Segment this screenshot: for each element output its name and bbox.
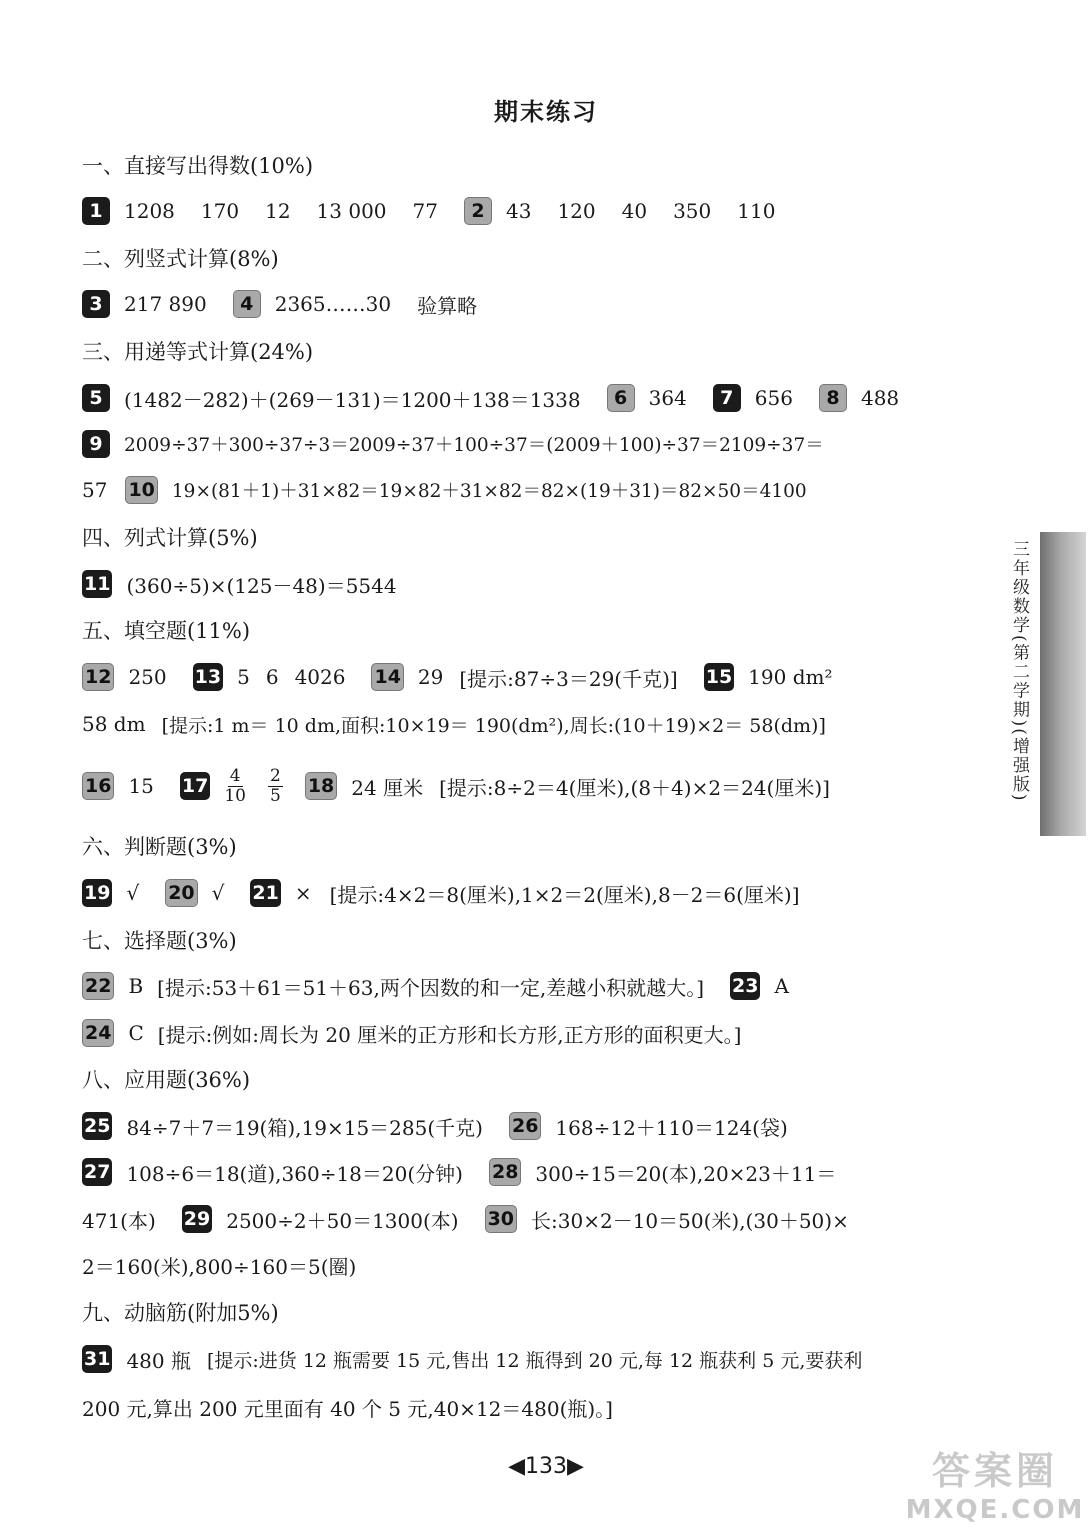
fraction-denominator: 5 xyxy=(270,785,281,806)
answer-line xyxy=(82,380,962,416)
answer-value: 40 xyxy=(621,199,648,223)
section-heading: 五、填空题(11%) xyxy=(82,619,251,643)
question-number-badge: 22 xyxy=(82,972,114,1000)
watermark-line: 答案圈 xyxy=(931,1449,1058,1493)
answer-value: B xyxy=(128,974,144,998)
answer-value: 15 xyxy=(128,774,154,798)
question-number-badge: 17 xyxy=(180,772,210,800)
answer-value: 110 xyxy=(737,199,776,223)
question-number-badge: 9 xyxy=(82,430,110,458)
question-number-badge: 16 xyxy=(82,772,114,800)
answer-value: 2009÷37＋300÷37÷3＝2009÷37＋100÷37＝(2009＋100)÷37＝2109÷37＝ xyxy=(124,435,824,456)
fraction xyxy=(268,767,283,805)
hint-text: [提示:例如:周长为 20 厘米的正方形和长方形,正方形的面积更大。] xyxy=(157,1022,742,1047)
hint-text: [提示:53＋61＝51＋63,两个因数的和一定,差越小积就越大。] xyxy=(157,975,705,1000)
answer-value: 168÷12＋110＝124(袋) xyxy=(555,1115,788,1140)
answer-value: C xyxy=(128,1021,144,1045)
fraction-numerator: 2 xyxy=(270,765,281,786)
hint-text: [提示:8÷2＝4(厘米),(8＋4)×2＝24(厘米)] xyxy=(439,775,830,800)
answer-line xyxy=(82,1201,962,1237)
section-heading: 八、应用题(36%) xyxy=(82,1068,251,1092)
question-number-badge: 25 xyxy=(82,1112,112,1140)
answer-value: 364 xyxy=(648,386,687,410)
answer-note: 验算略 xyxy=(417,293,478,318)
page-prev-arrow-icon: ◀ xyxy=(508,1454,525,1479)
answer-value: 2＝160(米),800÷160＝5(圈) xyxy=(82,1254,357,1279)
side-label: 三年级数学(第二学期)(增强版) xyxy=(1009,540,1029,803)
answer-line xyxy=(82,472,962,508)
answer-value: 300÷15＝20(本),20×23＋11＝ xyxy=(535,1161,837,1186)
answer-value: 1208 xyxy=(124,199,175,223)
answer-value: 6 xyxy=(265,665,279,689)
answer-value: 656 xyxy=(754,386,793,410)
watermark xyxy=(905,1440,1085,1530)
watermark-line: MXQE.COM xyxy=(905,1495,1085,1525)
section-heading: 六、判断题(3%) xyxy=(82,835,237,859)
answer-line xyxy=(82,1108,962,1144)
fraction-numerator: 4 xyxy=(229,765,241,786)
answer-value: (360÷5)×(125－48)＝5544 xyxy=(126,573,397,598)
question-number-badge: 11 xyxy=(82,570,112,598)
answer-line xyxy=(82,1247,962,1283)
answer-value: 24 厘米 xyxy=(351,775,424,800)
question-number-badge: 15 xyxy=(704,663,734,691)
question-number-badge: 27 xyxy=(82,1158,112,1186)
answer-value: 5 xyxy=(237,665,250,689)
answer-value: 190 dm² xyxy=(748,665,833,689)
answer-value: (1482－282)＋(269－131)＝1200＋138＝1338 xyxy=(124,387,581,412)
question-number-badge: 21 xyxy=(250,879,280,907)
section-heading: 七、选择题(3%) xyxy=(82,929,237,953)
hint-text: [提示:87÷3＝29(千克)] xyxy=(459,666,678,691)
question-number-badge: 6 xyxy=(607,384,635,412)
question-number-badge: 2 xyxy=(464,197,492,225)
section-heading: 四、列式计算(5%) xyxy=(82,526,258,550)
page-number-value: 133 xyxy=(525,1454,567,1479)
answer-line xyxy=(82,875,962,911)
section-heading: 三、用递等式计算(24%) xyxy=(82,340,314,364)
answer-value: 108÷6＝18(道),360÷18＝20(分钟) xyxy=(126,1161,463,1186)
answer-line xyxy=(82,968,962,1004)
answer-value: 29 xyxy=(417,665,444,689)
answer-value: 120 xyxy=(557,199,596,223)
question-number-badge: 8 xyxy=(819,384,847,412)
question-number-badge: 1 xyxy=(82,197,110,225)
page-title: 期末练习 xyxy=(494,97,598,126)
question-number-badge: 31 xyxy=(82,1345,112,1373)
question-number-badge: 4 xyxy=(233,290,261,318)
hint-text: [提示:进货 12 瓶需要 15 元,售出 12 瓶得到 20 元,每 12 瓶获利 5 元,要获利 xyxy=(206,1349,863,1372)
page-next-arrow-icon: ▶ xyxy=(567,1454,584,1479)
answer-value: 4026 xyxy=(294,665,346,689)
question-number-badge: 19 xyxy=(82,879,112,907)
answer-value: 84÷7＋7＝19(箱),19×15＝285(千克) xyxy=(126,1115,483,1140)
answer-line xyxy=(82,193,962,229)
answer-line xyxy=(82,286,962,322)
section-heading: 二、列竖式计算(8%) xyxy=(82,247,279,271)
question-number-badge: 3 xyxy=(82,290,110,318)
answer-line xyxy=(82,1015,962,1051)
question-number-badge: 7 xyxy=(713,384,741,412)
answer-value: 471(本) xyxy=(82,1208,156,1233)
fraction xyxy=(224,767,246,805)
question-number-badge: 20 xyxy=(165,879,197,907)
answer-value: 170 xyxy=(200,199,240,223)
hint-text: [提示:1 m＝ 10 dm,面积:10×19＝ 190(dm²),周长:(10＋19)×2＝ 58(dm)] xyxy=(161,714,826,737)
answer-line xyxy=(82,1389,962,1425)
answer-line xyxy=(82,760,962,812)
answer-value: 57 xyxy=(82,478,108,502)
answer-line xyxy=(82,426,962,462)
answer-value: 12 xyxy=(265,199,291,223)
answer-value: 43 xyxy=(505,199,532,223)
side-tab xyxy=(1040,532,1086,836)
section-heading: 九、动脑筋(附加5%) xyxy=(82,1301,279,1325)
section-heading: 一、直接写出得数(10%) xyxy=(82,154,314,178)
question-number-badge: 13 xyxy=(193,663,223,691)
question-number-badge: 14 xyxy=(371,663,403,691)
answer-value: √ xyxy=(211,881,225,905)
answer-value: 77 xyxy=(412,199,438,223)
answer-value: 19×(81＋1)＋31×82＝19×82＋31×82＝82×(19＋31)＝82×50＝4100 xyxy=(171,481,807,502)
question-number-badge: 28 xyxy=(489,1158,521,1186)
question-number-badge: 18 xyxy=(305,772,337,800)
answer-value: 480 瓶 xyxy=(126,1348,191,1373)
question-number-badge: 5 xyxy=(82,384,110,412)
answer-value: 13 000 xyxy=(316,199,387,223)
answer-value: 350 xyxy=(673,199,712,223)
answer-line xyxy=(82,659,962,695)
question-number-badge: 29 xyxy=(182,1205,212,1233)
answer-value: A xyxy=(774,974,789,998)
hint-text: [提示:4×2＝8(厘米),1×2＝2(厘米),8－2＝6(厘米)] xyxy=(329,882,800,907)
answer-value: 217 890 xyxy=(124,292,207,316)
answer-value: 2365……30 xyxy=(274,292,392,316)
answer-value: 58 dm xyxy=(82,712,146,736)
answer-value: 250 xyxy=(128,665,167,689)
answer-line xyxy=(82,1154,962,1190)
answer-line xyxy=(82,566,962,602)
question-number-badge: 10 xyxy=(125,476,157,504)
answer-value: 长:30×2－10＝50(米),(30＋50)× xyxy=(531,1208,849,1233)
question-number-badge: 30 xyxy=(485,1205,517,1233)
question-number-badge: 12 xyxy=(82,663,114,691)
question-number-badge: 26 xyxy=(509,1112,541,1140)
question-number-badge: 23 xyxy=(730,972,760,1000)
hint-text: 200 元,算出 200 元里面有 40 个 5 元,40×12＝480(瓶)。] xyxy=(82,1396,613,1421)
fraction-denominator: 10 xyxy=(224,785,246,806)
question-number-badge: 24 xyxy=(82,1019,114,1047)
answer-line xyxy=(82,1341,962,1377)
answer-value: 2500÷2＋50＝1300(本) xyxy=(226,1208,459,1233)
answer-value: √ xyxy=(126,881,140,905)
answer-value: × xyxy=(294,881,312,905)
answer-line xyxy=(82,706,962,742)
answer-value: 488 xyxy=(860,386,900,410)
